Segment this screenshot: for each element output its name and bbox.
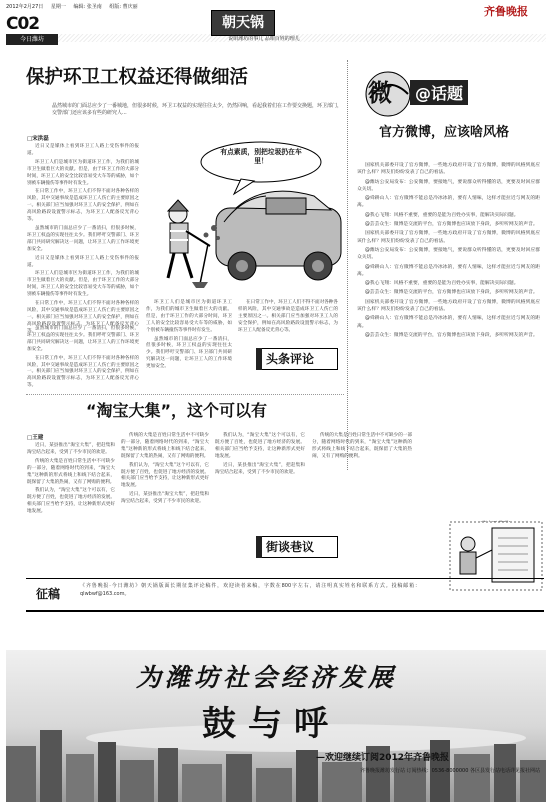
cartoon-speech-bubble: 有点素质，别把垃圾扔在车里！ [220, 148, 302, 165]
sidebar-paragraph: @芸芸众生：微博是交流的平台，官方微博也应该放下身段，多听听网友的声音。 [365, 290, 538, 296]
article2-paragraph: 近日，某县推出“淘宝大集”，把赶集和淘宝结合起来，受到了不少市民的欢迎。 [215, 462, 305, 475]
sidebar-paragraph: 国家机关部委开设了官方微博，一些地方政府开设了官方微博，微博的风格到底应该什么样？网友们纷纷发表了自己的看法。 [357, 163, 540, 176]
article1-paragraph: 在日常工作中，环卫工人们不得不面对各种各样的风险，其中交通事故是造成环卫工人伤亡的主要原因之一。相关部门应当加强对环卫工人的安全保护，例如在高风险路段设置警示标志，为环卫工人配备反光背心等。 [238, 300, 338, 333]
column-slogan: 说咱潍坊的事儿 品咱百姓的理儿 [228, 36, 300, 42]
solicitation-text: 《齐鲁晚报·今日潍坊》朝天锅版面长期征集评论稿件，欢迎读者来稿，字数在800字左右，请注明真实姓名和联系方式。投稿邮箱：qlwbwf@163.com。 [80, 583, 420, 597]
page-code: C02 [6, 14, 40, 34]
article1-paragraph: 虽然城市的门面总应少了一番清扫，但很多时候，环卫工权益的实现往往太少。我们呼吁交警部门、环卫部门共同研究解决这一问题，让环卫工人的工作环境更加安全。 [27, 326, 139, 352]
headline-taobao-fair: “淘宝大集”，这个可以有 [86, 401, 268, 420]
sidebar-paragraph: @潍坊公安局发布：公安微博，要接地气，要说群众听得懂的话，更要及时回应群众关切。 [357, 179, 540, 192]
article1-byline: □宋洪磊 [27, 136, 49, 142]
paper-name: 齐鲁晚报 [484, 5, 528, 18]
article2-paragraph: 我们认为，“淘宝大集”这个可以有，它既方便了百姓，也促进了地方经济的发展。相关部门应当给予支持，让这种新形式更好地发展。 [215, 433, 305, 459]
solicitation-label: 征稿 [36, 587, 61, 601]
article2-paragraph: 近日，某县推出“淘宝大集”，把赶集和淘宝结合起来，受到了不少市民的欢迎。 [121, 492, 209, 505]
subscription-advertisement [6, 650, 546, 802]
weibo-topic-logo [360, 68, 540, 120]
article1-paragraph: 虽然城市的门面总应少了一番清扫，但很多时候，环卫工权益的实现往往太少。我们呼吁交警部门、环卫部门共同研究解决这一问题，让环卫工人的工作环境更加安全。 [146, 336, 232, 370]
editor: 编辑: 张圣南 [73, 4, 102, 10]
article1-paragraph: 在日常工作中，环卫工人们不得不面对各种各样的风险，其中交通事故是造成环卫工人伤亡的主要原因之一。相关部门应当加强对环卫工人的安全保护，例如在高风险路段设置警示标志，为环卫工人配备反光背心等。 [27, 355, 139, 389]
article1-paragraph: 近日又是媒体上看到环卫工人路上受伤事件的报道。 [27, 255, 139, 268]
tag-headline-comment [256, 348, 338, 370]
article2-paragraph: 传统的大集是百姓日常生活中不可缺少的一部分，随着网络时代的到来，“淘宝大集”这种新的形式将线上和线下结合起来，既保留了大集的热闹，又有了网购的便利。 [27, 458, 115, 485]
article1-paragraph: 近日又是媒体上看到环卫工人路上受伤事件的报道。 [27, 144, 139, 156]
section-tab [6, 34, 58, 45]
article1-paragraph: 在日常工作中，环卫工人们不得不面对各种各样的风险，其中交通事故是造成环卫工人伤亡的主要原因之一。相关部门应当加强对环卫工人的安全保护，例如在高风险路段设置警示标志，为环卫工人配备反光背心等。 [27, 301, 139, 334]
ad-subscribe-line: —欢迎继续订阅2012年齐鲁晚报 [316, 753, 450, 763]
article1-body-col2 [146, 300, 232, 390]
designer: 组版: 曹庆丽 [109, 4, 138, 10]
cartoon-illustration [146, 136, 346, 294]
market-illustration [448, 520, 544, 592]
column-logo [211, 10, 275, 36]
section-label: 今日潍坊 [19, 36, 44, 43]
article2-body-col4 [312, 433, 412, 511]
article2-byline: □王建 [27, 435, 44, 441]
weekday: 星期一 [50, 4, 66, 10]
ad-slogan-top: 为潍坊社会经济发展 [136, 663, 398, 692]
article1-paragraph: 环卫工人们是城市区为街道环卫工作，为我们的城市卫生做着巨大的贡献。但是，由于环卫工作的大部分时间，环卫工人的安全比较容易受大车等的威胁，如个别被车辆撞伤等事件时有发生。 [146, 300, 232, 333]
article1-body-col3 [238, 300, 338, 350]
article1-lead: 晶然城市的门面总应少了一番城地，但很多时候，环卫工权益的实现往往太少，仍然回响，看起我着们在工作要交换题，环卫部门，交警部门还应该多有些的研究人... [52, 103, 343, 116]
ad-fine-print: 齐鲁晚报潍坊发行站 订阅热线：0536-8000000 各区县发行站电话详见报社网站 [360, 768, 540, 774]
sidebar-paragraph: @芸芸众生：微博是交流的平台，官方微博也应该放下身段，多听听网友的声音。 [365, 222, 538, 228]
sidebar-paragraph: 国家机关部委开设了官方微博，一些地方政府开设了官方微博，微博的风格到底应该什么样？网友们纷纷发表了自己的看法。 [357, 231, 540, 244]
article1-paragraph: 在日常工作中，环卫工人们不得不面对各种各样的风险，其中交通事故是造成环卫工人伤亡的主要原因之一。相关部门应当加强对环卫工人的安全保护，例如在高风险路段设置警示标志，为环卫工人配备反光背心等。 [27, 189, 139, 223]
sidebar-paragraph: @芸芸众生：微博是交流的平台，官方微博也应该放下身段，多听听网友的声音。 [365, 332, 538, 338]
article2-body-col2 [121, 433, 209, 573]
tag-label: 头条评论 [266, 352, 315, 366]
sidebar-headline: 官方微博，应该啥风格 [378, 125, 509, 140]
sidebar-paragraph: 国家机关部委开设了官方微博，一些地方政府开设了官方微博，微博的风格到底应该什么样？网友们纷纷发表了自己的看法。 [357, 299, 540, 313]
date-line: 2012年2月27日 [6, 4, 44, 10]
article2-paragraph: 我们认为，“淘宝大集”这个可以有，它既方便了百姓，也促进了地方经济的发展。相关部门应当给予支持，让这种新形式更好地发展。 [27, 488, 115, 515]
article1-paragraph: 环卫工人们是城市区为街道环卫工作，为我们的城市卫生做着巨大的贡献。但是，由于环卫工作的大部分时间，环卫工人的安全比较容易受大车等的威胁，如个别被车辆撞伤等事件时有发生。 [27, 159, 139, 186]
headline-environment-workers: 保护环卫工权益还得做细活 [26, 67, 249, 88]
article2-paragraph: 近日，某县推出“淘宝大集”，把赶集和淘宝结合起来，受到了不少市民的欢迎。 [27, 443, 115, 455]
sidebar-paragraph: @舜耕山人：官方微博不能总是冷冰冰的，要有人情味，这样才能拉近与网友的距离。 [357, 316, 540, 329]
article1-paragraph: 虽然城市的门面总应少了一番清扫，但很多时候，环卫工权益的实现往往太少。我们呼吁交警部门、环卫部门共同研究解决这一问题，让环卫工人的工作环境更加安全。 [27, 225, 139, 252]
article1-paragraph: 环卫工人们是城市区为街道环卫工作，为我们的城市卫生做着巨大的贡献。但是，由于环卫工作的大部分时间，环卫工人的安全比较容易受大车等的威胁，如个别被车辆撞伤等事件时有发生。 [27, 271, 139, 298]
article2-paragraph: 我们认为，“淘宝大集”这个可以有，它既方便了百姓，也促进了地方经济的发展。相关部门应当给予支持，让这种新形式更好地发展。 [121, 462, 209, 489]
article1-body-col1b [27, 326, 139, 390]
article2-paragraph: 传统的大集是百姓日常生活中不可缺少的一部分，随着网络时代的到来，“淘宝大集”这种新的形式将线上和线下结合起来，既保留了大集的热闹，又有了网购的便利。 [121, 433, 209, 459]
sidebar-paragraph: @我心飞翔：风格不重要，重要的是能为百姓办实事，能解决实际问题。 [365, 281, 519, 287]
article2-body-col1 [27, 443, 115, 573]
sidebar-paragraph: @舜耕山人：官方微博不能总是冷冰冰的，要有人情味，这样才能拉近与网友的距离。 [357, 196, 540, 209]
sidebar-paragraph: @我心飞翔：风格不重要，重要的是能为百姓办实事，能解决实际问题。 [365, 212, 519, 218]
tag-label: 街谈巷议 [266, 540, 315, 554]
article2-paragraph: 传统的大集是百姓日常生活中不可缺少的一部分，随着网络时代的到来，“淘宝大集”这种新的形式将线上和线下结合起来，既保留了大集的热闹，又有了网购的便利。 [312, 433, 412, 459]
ad-slogan-main: 鼓与呼 [202, 704, 340, 744]
article1-body-col1 [27, 144, 139, 334]
weibo-prefix: 微 [368, 78, 392, 107]
sidebar-paragraph: @舜耕山人：官方微博不能总是冷冰冰的，要有人情味，这样才能拉近与网友的距离。 [357, 264, 540, 277]
tag-street-talk [256, 536, 338, 558]
weibo-topic-text: @话题 [410, 80, 468, 105]
column-title: 朝天锅 [222, 15, 264, 31]
sidebar-paragraph: @潍坊公安局发布：公安微博，要接地气，要说群众听得懂的话，更要及时回应群众关切。 [357, 247, 540, 261]
